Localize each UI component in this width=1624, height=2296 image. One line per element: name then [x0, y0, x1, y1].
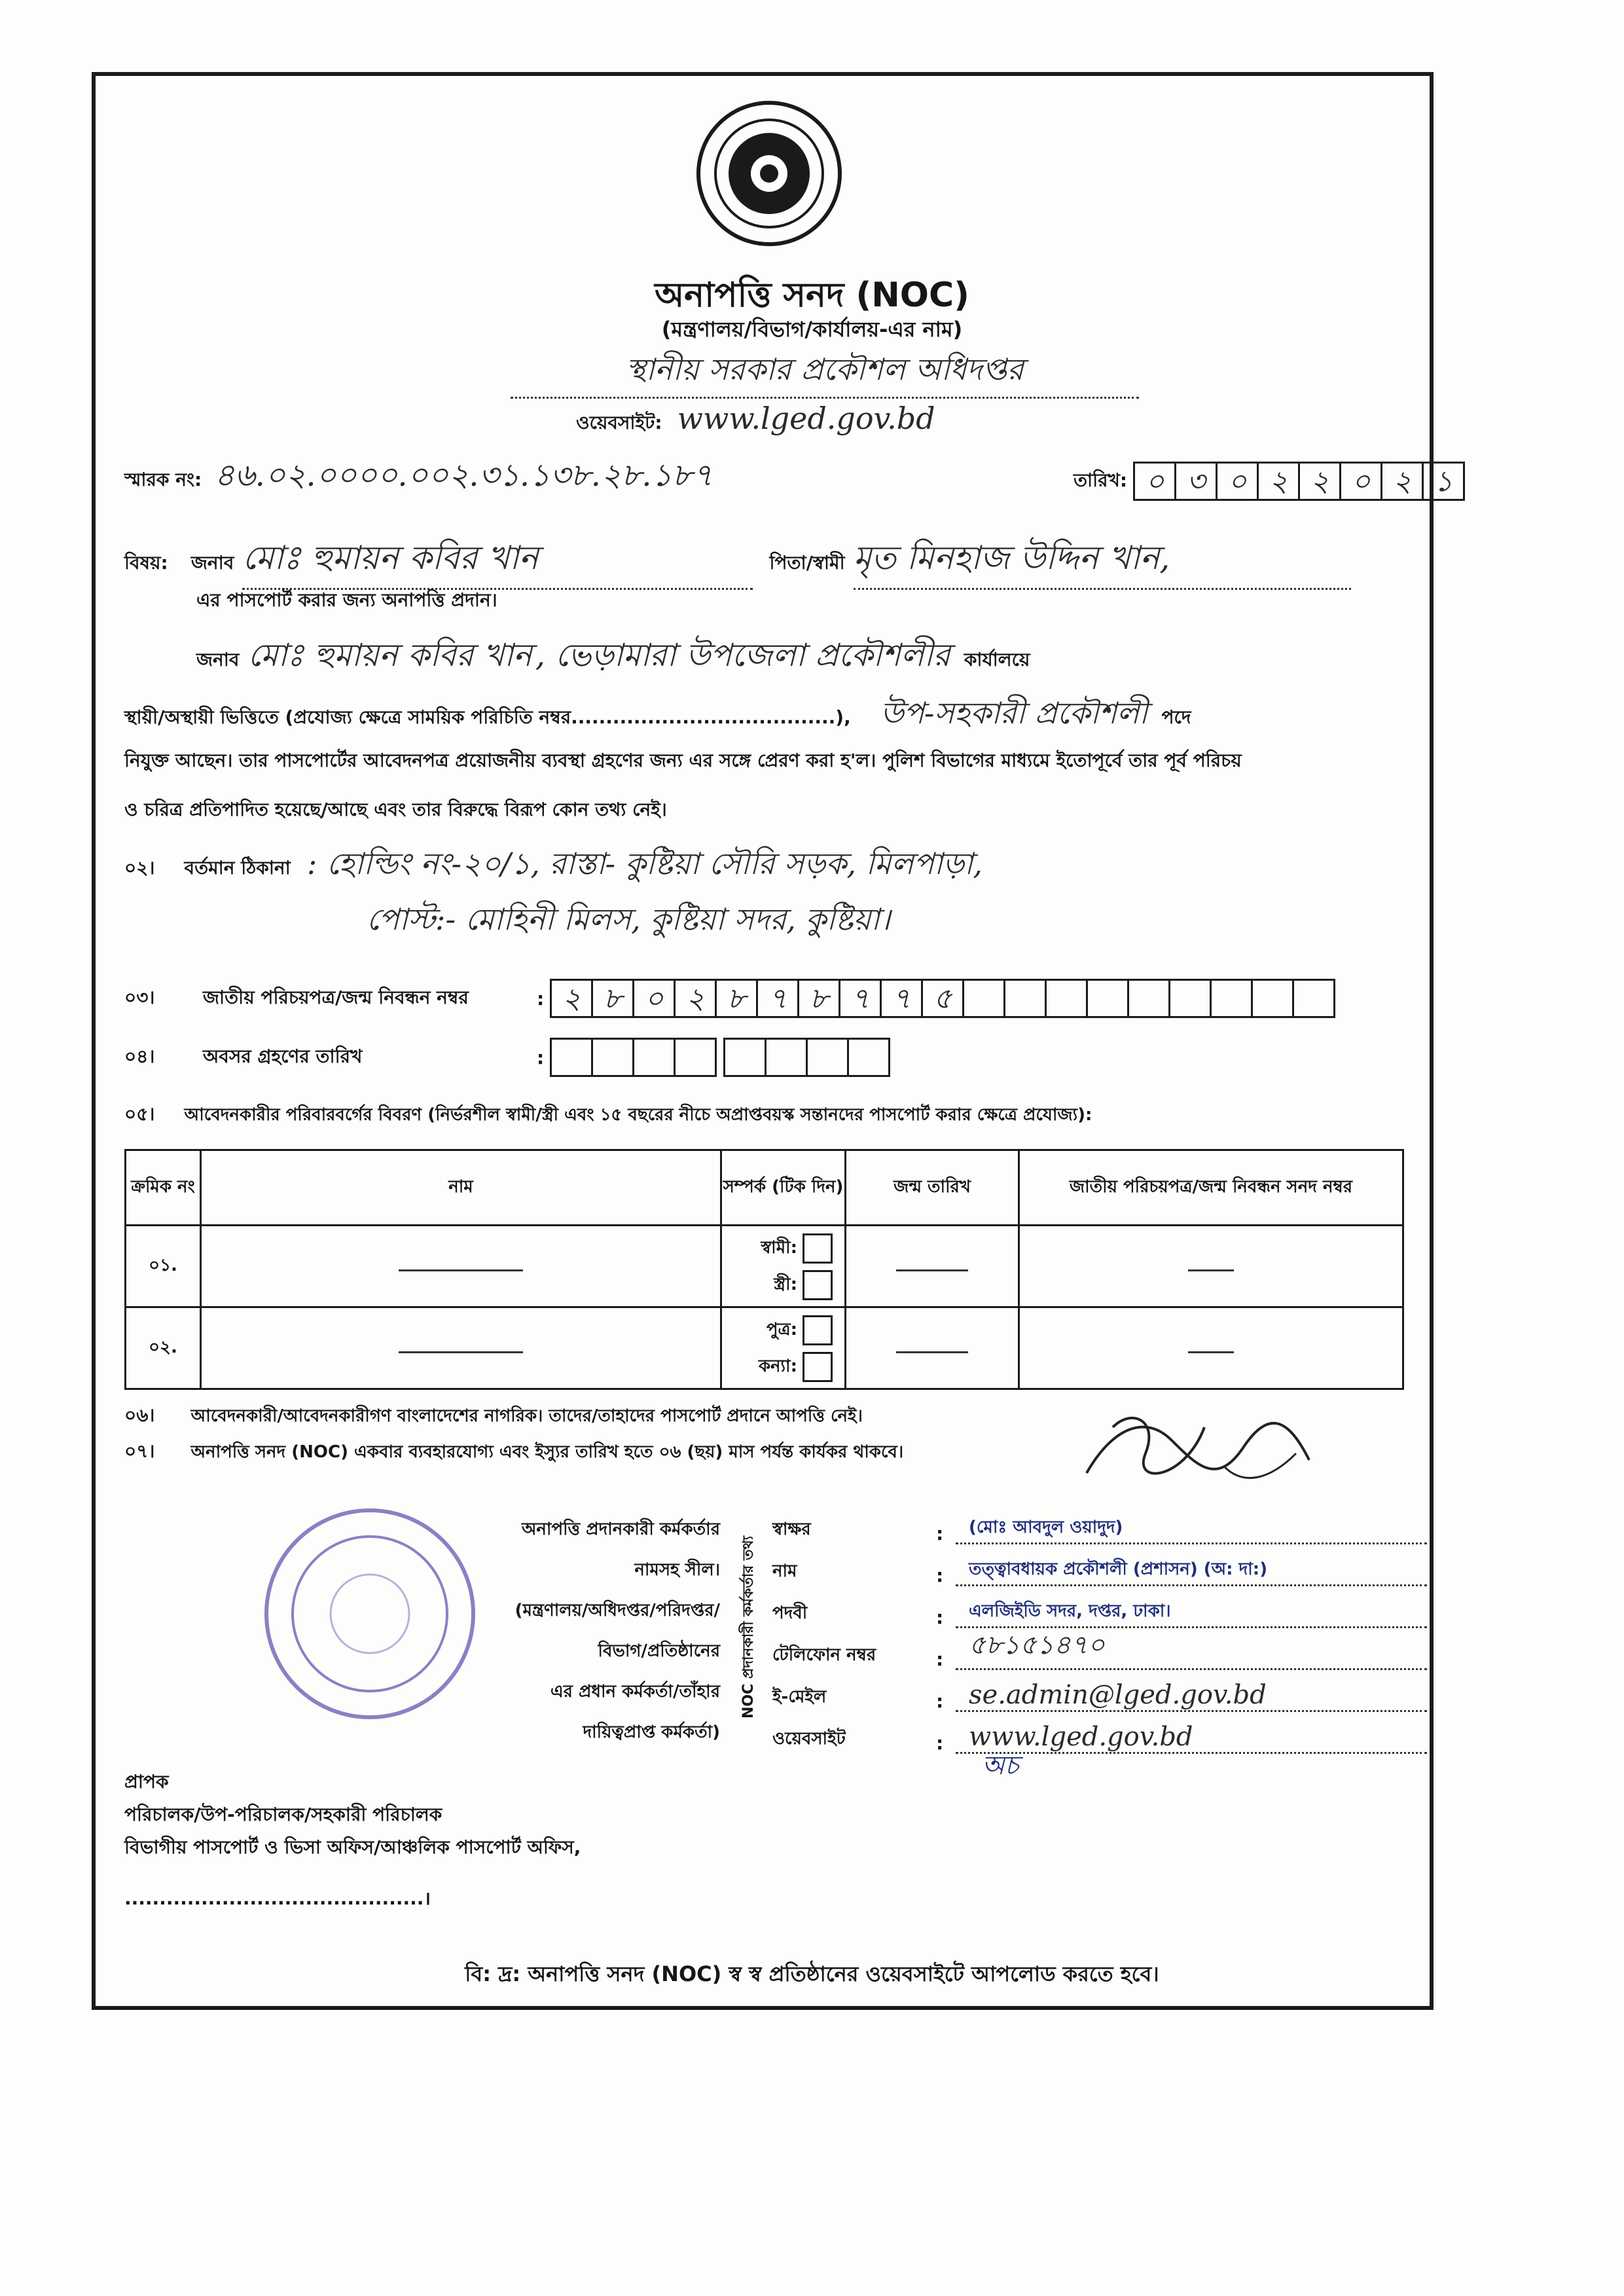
row-name: [201, 1307, 721, 1389]
document-title: অনাপত্তি সনদ (NOC): [655, 276, 969, 315]
family-table-header: [126, 1150, 1403, 1226]
website-value: www.lged.gov.bd: [677, 401, 935, 436]
nid-label: জাতীয় পরিচয়পত্র/জন্ম নিবন্ধন নম্বর: [203, 986, 469, 1008]
subject-row: [124, 534, 1420, 590]
retire-digit-box[interactable]: [847, 1038, 890, 1077]
officer-field-label: ওয়েবসাইট: [772, 1729, 846, 1749]
body-office: , ভেড়ামারা উপজেলা প্রকৌশলীর: [535, 637, 950, 674]
recipient-line1: পরিচালক/উপ-পরিচালক/সহকারী পরিচালক: [124, 1804, 442, 1825]
nid-digit-box[interactable]: [1251, 979, 1294, 1018]
header-dob: জন্ম তারিখ: [846, 1150, 1019, 1226]
date-digit-box: ২: [1298, 462, 1341, 501]
note-text: আবেদনকারী/আবেদনকারীগণ বাংলাদেশের নাগরিক। তাদের/তাহাদের পাসপোর্ট প্রদানে আপত্তি নেই।: [190, 1406, 863, 1426]
recipient-line3: ...........................................।: [124, 1887, 431, 1909]
body-applicant-name: মোঃ হুমায়ন কবির খান: [247, 637, 532, 674]
officer-field-row: [772, 1544, 1427, 1586]
relation-husband-checkbox[interactable]: [803, 1233, 833, 1264]
body-line2: [124, 691, 1427, 740]
retire-digit-box[interactable]: [591, 1038, 634, 1077]
row-nid: [1019, 1307, 1403, 1389]
officer-field-colon: :: [936, 1649, 944, 1670]
nid-digit-box[interactable]: ৫: [921, 979, 964, 1018]
officer-field-row: [772, 1628, 1427, 1670]
nid-digit-box[interactable]: [1210, 979, 1253, 1018]
father-label: পিতা/স্বামী: [769, 552, 845, 574]
nid-digit-box[interactable]: [1168, 979, 1212, 1018]
body-tail1: কার্যালয়ে: [964, 649, 1030, 670]
body-line4: ও চরিত্র প্রতিপাদিত হয়েছে/আছে এবং তার বিরুদ্ধে বিরূপ কোন তথ্য নেই।: [124, 799, 667, 820]
officer-field-label: নাম: [772, 1561, 797, 1581]
recipient-label: প্রাপক: [124, 1771, 169, 1793]
row-name: [201, 1226, 721, 1307]
nid-digit-box[interactable]: ২: [550, 979, 593, 1018]
body-janab: জনাব: [196, 649, 240, 670]
body-line1: [196, 632, 1427, 683]
nid-digit-box[interactable]: [1045, 979, 1088, 1018]
recipient-line2: বিভাগীয় পাসপোর্ট ও ভিসা অফিস/আঞ্চলিক পাসপোর্ট অফিস,: [124, 1836, 581, 1858]
retire-digit-box[interactable]: [806, 1038, 849, 1077]
website-label: ওয়েবসাইট:: [576, 412, 662, 433]
relation-husband-label: স্বামী:: [761, 1238, 797, 1258]
nid-boxes: [552, 979, 1335, 1018]
retire-digit-box[interactable]: [550, 1038, 593, 1077]
nid-digit-box[interactable]: ৮: [797, 979, 840, 1018]
date-digit-box: ০: [1216, 462, 1259, 501]
body-tail2: পদে: [1161, 706, 1191, 728]
officer-field-row: [772, 1586, 1427, 1628]
date-digit-box: ৩: [1174, 462, 1218, 501]
officer-field-label: টেলিফোন নম্বর: [772, 1645, 876, 1665]
nid-digit-box[interactable]: ২: [674, 979, 717, 1018]
date-digit-box: ০: [1339, 462, 1382, 501]
retire-label: অবসর গ্রহণের তারিখ: [203, 1045, 363, 1067]
nid-num: ০৩।: [124, 986, 155, 1008]
retire-boxes: [552, 1038, 890, 1077]
officer-field-colon: :: [936, 1690, 944, 1712]
nid-row: [124, 979, 1335, 1018]
officer-left-line: দায়িত্বপ্রাপ্ত কর্মকর্তা): [583, 1722, 720, 1742]
family-intro: আবেদনকারীর পরিবারবর্গের বিবরণ (নির্ভরশীল স্বামী/স্ত্রী এবং ১৫ বছরের নীচে অপ্রাপ্তবয়স্ক সন্তানদের পাসপোর্ট করার ক্ষেত্রে প্রযোজ্য):: [184, 1105, 1092, 1125]
officer-field-colon: :: [936, 1732, 944, 1754]
officer-left-line: বিভাগ/প্রতিষ্ঠানের: [598, 1641, 720, 1661]
officer-vertical-label: NOC প্রদানকারী কর্মকর্তার তথ্য: [740, 1535, 757, 1719]
nid-digit-box[interactable]: [1292, 979, 1335, 1018]
officer-fields: [772, 1503, 1427, 1754]
row-nid: [1019, 1226, 1403, 1307]
officer-field-value: ৫৮১৫১৪৭০: [956, 1624, 1427, 1670]
date-digit-box: ২: [1257, 462, 1300, 501]
nid-digit-box[interactable]: ০: [632, 979, 676, 1018]
memo-row: [124, 452, 1041, 503]
row-relation: [721, 1226, 846, 1307]
date-digit-box: ০: [1133, 462, 1176, 501]
date-boxes: [1135, 462, 1465, 501]
officer-field-row: [772, 1503, 1427, 1544]
applicant-name: মোঃ হুমায়ন কবির খান: [242, 534, 753, 590]
officer-field-value: তত্ত্বাবধায়ক প্রকৌশলী (প্রশাসন) (অ: দা:): [956, 1556, 1427, 1586]
footer-note: বি: দ্র: অনাপত্তি সনদ (NOC) স্ব স্ব প্রতিষ্ঠানের ওয়েবসাইটে আপলোড করতে হবে।: [465, 1961, 1159, 1986]
row-relation: [721, 1307, 846, 1389]
note-num: ০৭।: [124, 1440, 155, 1462]
nid-digit-box[interactable]: [962, 979, 1005, 1018]
retire-digit-box[interactable]: [632, 1038, 676, 1077]
officer-field-label: স্বাক্ষর: [772, 1520, 811, 1539]
officer-field-label: পদবী: [772, 1603, 808, 1623]
officer-left-labels: [406, 1509, 720, 1753]
officer-field-value: (মোঃ আবদুল ওয়াদুদ): [956, 1514, 1427, 1544]
nid-digit-box[interactable]: ৮: [591, 979, 634, 1018]
date-row: [1074, 462, 1465, 501]
body-line3: নিযুক্ত আছেন। তার পাসপোর্টের আবেদনপত্র প্রয়োজনীয় ব্যবস্থা গ্রহণের জন্য এর সঙ্গে প্রেরণ করা হ'ল। পুলিশ বিভাগের মাধ্যমে ইতোপূর্বে তার পূর্ব পরিচয়: [124, 750, 1242, 771]
nid-digit-box[interactable]: ৭: [839, 979, 882, 1018]
officer-signature-icon: [1074, 1401, 1322, 1499]
relation-daughter-checkbox[interactable]: [803, 1352, 833, 1382]
family-table: [124, 1149, 1404, 1390]
date-digit-box: ১: [1422, 462, 1465, 501]
nid-digit-box[interactable]: [1086, 979, 1129, 1018]
subject-label: বিষয়:: [124, 552, 168, 574]
family-num: ০৫।: [124, 1103, 155, 1125]
nid-colon: :: [537, 987, 545, 1010]
father-name: মৃত মিনহাজ উদ্দিন খান,: [854, 534, 1351, 590]
note-text: অনাপত্তি সনদ (NOC) একবার ব্যবহারযোগ্য এবং ইস্যুর তারিখ হতে ০৬ (ছয়) মাস পর্যন্ত কার্যকর থাকবে।: [190, 1442, 904, 1462]
address-line1: : হোল্ডিং নং-২০/১, রাস্তা- কুষ্টিয়া সৌরি সড়ক, মিলপাড়া,: [306, 846, 983, 881]
officer-left-line: অনাপত্তি প্রদানকারী কর্মকর্তার: [521, 1520, 720, 1539]
body-temp-id: স্থায়ী/অস্থায়ী ভিত্তিতে (প্রযোজ্য ক্ষেত্রে সাময়িক পরিচিতি নম্বর......................................),: [124, 706, 851, 728]
document-subtitle: (মন্ত্রণালয়/বিভাগ/কার্যালয়-এর নাম): [661, 317, 963, 342]
date-label: তারিখ:: [1074, 469, 1128, 491]
officer-field-row: [772, 1712, 1427, 1754]
nid-digit-box[interactable]: ৮: [715, 979, 758, 1018]
row-dob: [846, 1307, 1019, 1389]
officer-initials: অচ: [982, 1751, 1019, 1781]
officer-field-value: এলজিইডি সদর, দপ্তর, ঢাকা।: [956, 1597, 1427, 1628]
relation-son-checkbox[interactable]: [803, 1315, 833, 1345]
address-label: বর্তমান ঠিকানা: [184, 857, 291, 879]
nid-digit-box[interactable]: [1127, 979, 1170, 1018]
address-line2: পোস্ট:- মোহিনী মিলস, কুষ্টিয়া সদর, কুষ্টিয়া।: [367, 902, 891, 937]
website-row: [576, 401, 1165, 439]
officer-field-colon: :: [936, 1523, 944, 1544]
memo-label: স্মারক নং:: [124, 469, 202, 490]
officer-field-colon: :: [936, 1607, 944, 1628]
relation-daughter-label: কন্যা:: [758, 1357, 797, 1376]
header-relation: সম্পর্ক (টিক দিন): [721, 1150, 846, 1226]
body-post: উপ-সহকারী প্রকৌশলী: [880, 695, 1148, 731]
relation-son-label: পুত্র:: [766, 1320, 797, 1339]
note-num: ০৬।: [124, 1404, 155, 1426]
subject-janab: জনাব: [190, 552, 234, 574]
officer-field-label: ই-মেইল: [772, 1687, 827, 1707]
header-serial: ক্রমিক নং: [126, 1150, 201, 1226]
address-num: ০২।: [124, 857, 155, 879]
officer-field-colon: :: [936, 1565, 944, 1586]
retire-num: ০৪।: [124, 1045, 155, 1067]
date-digit-box: ২: [1380, 462, 1424, 501]
office-name: স্থানীয় সরকার প্রকৌশল অধিদপ্তর: [511, 347, 1139, 399]
row-serial: ০২.: [126, 1307, 201, 1389]
nid-digit-box[interactable]: [1003, 979, 1047, 1018]
retire-digit-box[interactable]: [765, 1038, 808, 1077]
row-serial: ০১.: [126, 1226, 201, 1307]
officer-field-value: se.admin@lged.gov.bd: [956, 1680, 1427, 1712]
table-row: [126, 1226, 1403, 1307]
relation-wife-checkbox[interactable]: [803, 1270, 833, 1300]
subject-line2: এর পাসপোর্ট করার জন্য অনাপত্তি প্রদান।: [196, 589, 497, 611]
retire-digit-box[interactable]: [723, 1038, 767, 1077]
nid-digit-box[interactable]: ৭: [756, 979, 799, 1018]
family-intro-row: [124, 1100, 1427, 1131]
relation-wife-label: স্ত্রী:: [774, 1275, 797, 1294]
row-dob: [846, 1226, 1019, 1307]
retire-row: [124, 1038, 890, 1077]
retire-digit-box[interactable]: [674, 1038, 717, 1077]
nid-digit-box[interactable]: ৭: [880, 979, 923, 1018]
officer-left-line: নামসহ সীল।: [634, 1560, 720, 1580]
table-row: [126, 1307, 1403, 1389]
address-row: [124, 841, 1427, 891]
retire-colon: :: [537, 1046, 545, 1068]
officer-field-row: [772, 1670, 1427, 1712]
officer-left-line: (মন্ত্রণালয়/অধিদপ্তর/পরিদপ্তর/: [514, 1601, 720, 1620]
memo-number: ৪৬.০২.০০০০.০০২.৩১.১৩৮.২৮.১৮৭: [214, 457, 713, 494]
government-logo-icon: [694, 98, 844, 249]
officer-left-line: এর প্রধান কর্মকর্তা/তাঁহার: [550, 1682, 720, 1702]
header-name: নাম: [201, 1150, 721, 1226]
officer-field-value: www.lged.gov.bd: [956, 1722, 1427, 1754]
header-nid: জাতীয় পরিচয়পত্র/জন্ম নিবন্ধন সনদ নম্বর: [1019, 1150, 1403, 1226]
